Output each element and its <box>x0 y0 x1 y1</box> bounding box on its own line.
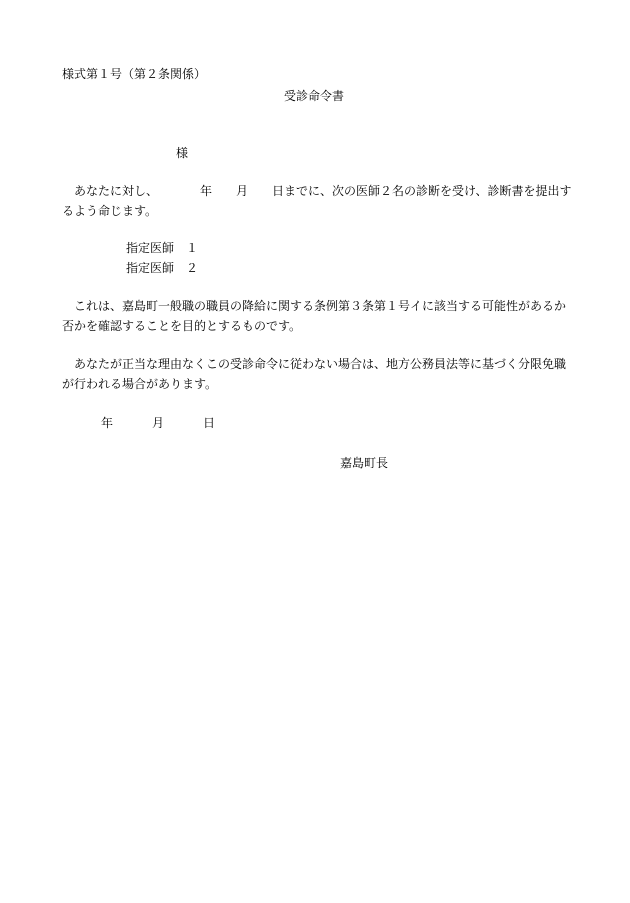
form-header: 様式第１号（第２条関係） <box>62 67 207 81</box>
warning-paragraph: あなたが正当な理由なくこの受診命令に従わない場合は、地方公務員法等に基づく分限免職が行われる場合があります。 <box>62 357 567 391</box>
date-month-label: 月 <box>152 416 165 430</box>
purpose-paragraph: これは、嘉島町一般職の職員の降給に関する条例第３条第１号イに該当する可能性があるか否かを確認することを目的とするものです。 <box>62 299 567 333</box>
addressee-suffix: 様 <box>176 146 189 160</box>
designated-doctor-1: 指定医師 １ <box>126 241 199 255</box>
document-title: 受診命令書 <box>284 89 345 103</box>
date-year-label: 年 <box>101 416 114 430</box>
order-paragraph: あなたに対し、 年 月 日までに、次の医師２名の診断を受け、診断書を提出するよう命じます。 <box>62 184 572 218</box>
issuer-name: 嘉島町長 <box>340 456 389 470</box>
date-day-label: 日 <box>203 416 216 430</box>
designated-doctor-2: 指定医師 ２ <box>126 261 199 275</box>
